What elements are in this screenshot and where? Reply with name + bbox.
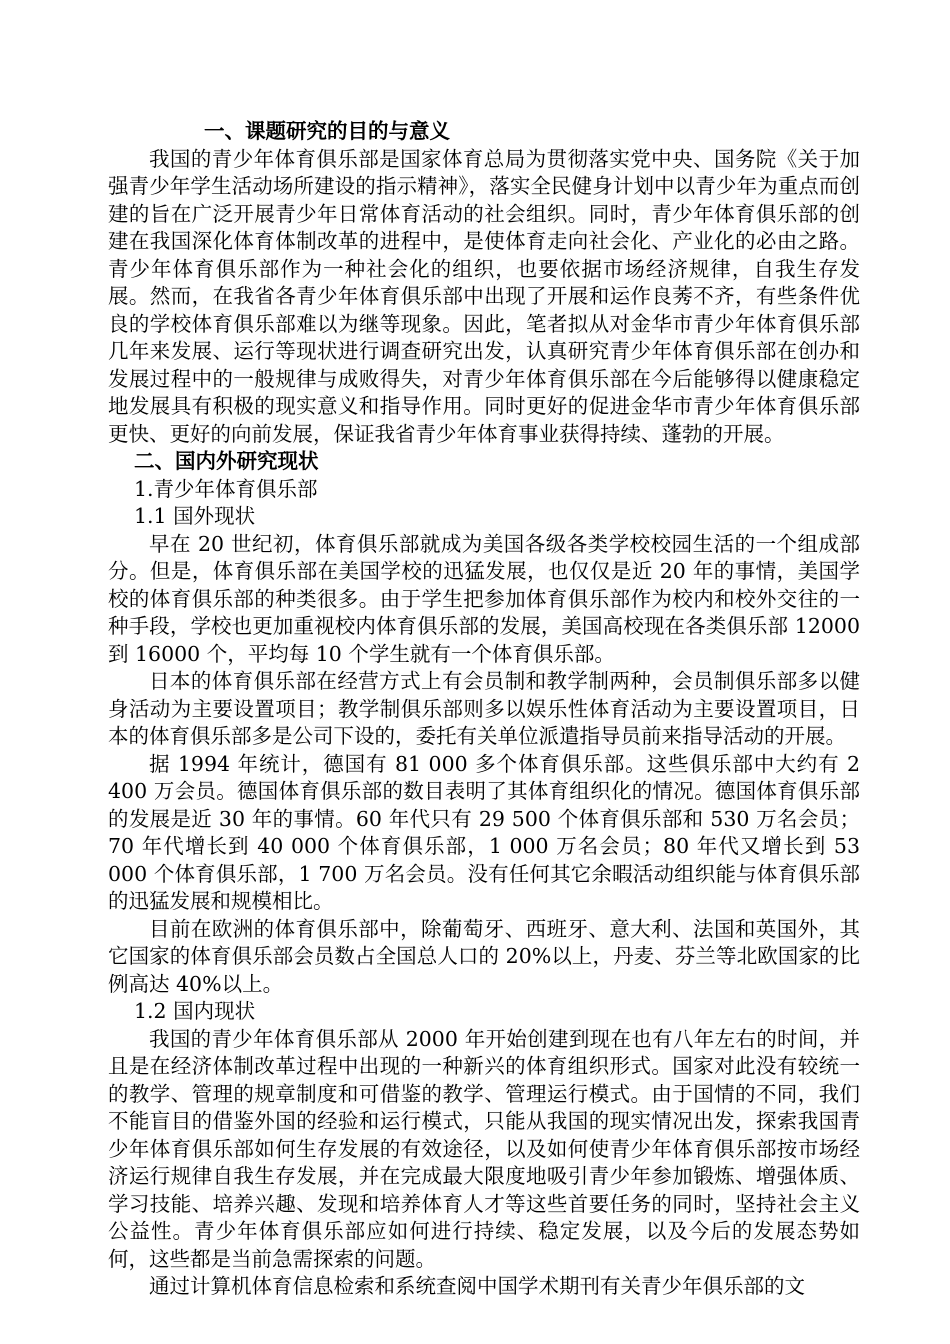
document-page	[108, 118, 860, 1301]
paragraph-germany: 据 1994 年统计，德国有 81 000 多个体育俱乐部。这些俱乐部中大约有 2 400 万会员。德国体育俱乐部的数目表明了其体育组织化的情况。德国体育俱乐部的发展是近 30 年的事情。60 年代只有 29 500 个体育俱乐部和 530 万名会员；70 年代增长到 40 000 个体育俱乐部，1 000 万名会员；80 年代又增长到 53 000 个体育俱乐部，1 700 万名会员。没有任何其它余暇活动组织能与体育俱乐部的迅猛发展和规模相比。	[108, 751, 860, 913]
paragraph-europe: 目前在欧洲的体育俱乐部中，除葡萄牙、西班牙、意大利、法国和英国外，其它国家的体育俱乐部会员数占全国总人口的 20%以上，丹麦、芬兰等北欧国家的比例高达 40%以上。	[108, 916, 860, 996]
section-heading-status: 二、国内外研究现状	[134, 449, 319, 473]
subheading-domestic-status: 1.2 国内现状	[134, 999, 256, 1023]
subheading-foreign-status: 1.1 国外现状	[134, 504, 256, 528]
paragraph-usa: 早在 20 世纪初，体育俱乐部就成为美国各级各类学校校园生活的一个组成部分。但是，体育俱乐部在美国学校的迅猛发展，也仅仅是近 20 年的事情，美国学校的体育俱乐部的种类很多。由于学生把参加体育俱乐部作为校内和校外交往的一种手段，学校也更加重视校内体育俱乐部的发展，美国高校现在各类俱乐部 12000 到 16000 个，平均每 10 个学生就有一个体育俱乐部。	[108, 531, 860, 666]
subheading-youth-club: 1.青少年体育俱乐部	[134, 476, 318, 501]
paragraph-domestic: 我国的青少年体育俱乐部从 2000 年开始创建到现在也有八年左右的时间，并且是在经济体制改革过程中出现的一种新兴的体育组织形式。国家对此没有较统一的教学、管理的规章制度和可借鉴的教学、管理运行模式。由于国情的不同，我们不能盲目的借鉴外国的经验和运行模式，只能从我国的现实情况出发，探索我国青少年体育俱乐部如何生存发展的有效途径，以及如何使青少年体育俱乐部按市场经济运行规律自我生存发展，并在完成最大限度地吸引青少年参加锻炼、增强体质、学习技能、培养兴趣、发现和培养体育人才等这些首要任务的同时，坚持社会主义公益性。青少年体育俱乐部应如何进行持续、稳定发展，以及今后的发展态势如何，这些都是当前急需探索的问题。	[108, 1026, 860, 1271]
paragraph-purpose: 我国的青少年体育俱乐部是国家体育总局为贯彻落实党中央、国务院《关于加强青少年学生活动场所建设的指示精神》，落实全民健身计划中以青少年为重点而创建的旨在广泛开展青少年日常体育活动的社会组织。同时，青少年体育俱乐部的创建在我国深化体育体制改革的进程中，是使体育走向社会化、产业化的必由之路。青少年体育俱乐部作为一种社会化的组织，也要依据市场经济规律，自我生存发展。然而，在我省各青少年体育俱乐部中出现了开展和运作良莠不齐，有些条件优良的学校体育俱乐部难以为继等现象。因此，笔者拟从对金华市青少年体育俱乐部几年来发展、运行等现状进行调查研究出发，认真研究青少年体育俱乐部在创办和发展过程中的一般规律与成败得失，对青少年体育俱乐部在今后能够得以健康稳定地发展具有积极的现实意义和指导作用。同时更好的促进金华市青少年体育俱乐部更快、更好的向前发展，保证我省青少年体育事业获得持续、蓬勃的开展。	[108, 146, 860, 446]
paragraph-japan: 日本的体育俱乐部在经营方式上有会员制和教学制两种，会员制俱乐部多以健身活动为主要设置项目；教学制俱乐部则多以娱乐性体育活动为主要设置项目，日本的体育俱乐部多是公司下设的，委托有关单位派遣指导员前来指导活动的开展。	[108, 669, 860, 748]
paragraph-last: 通过计算机体育信息检索和系统查阅中国学术期刊有关青少年俱乐部的文	[149, 1274, 805, 1298]
section-heading-purpose: 一、课题研究的目的与意义	[204, 119, 450, 143]
